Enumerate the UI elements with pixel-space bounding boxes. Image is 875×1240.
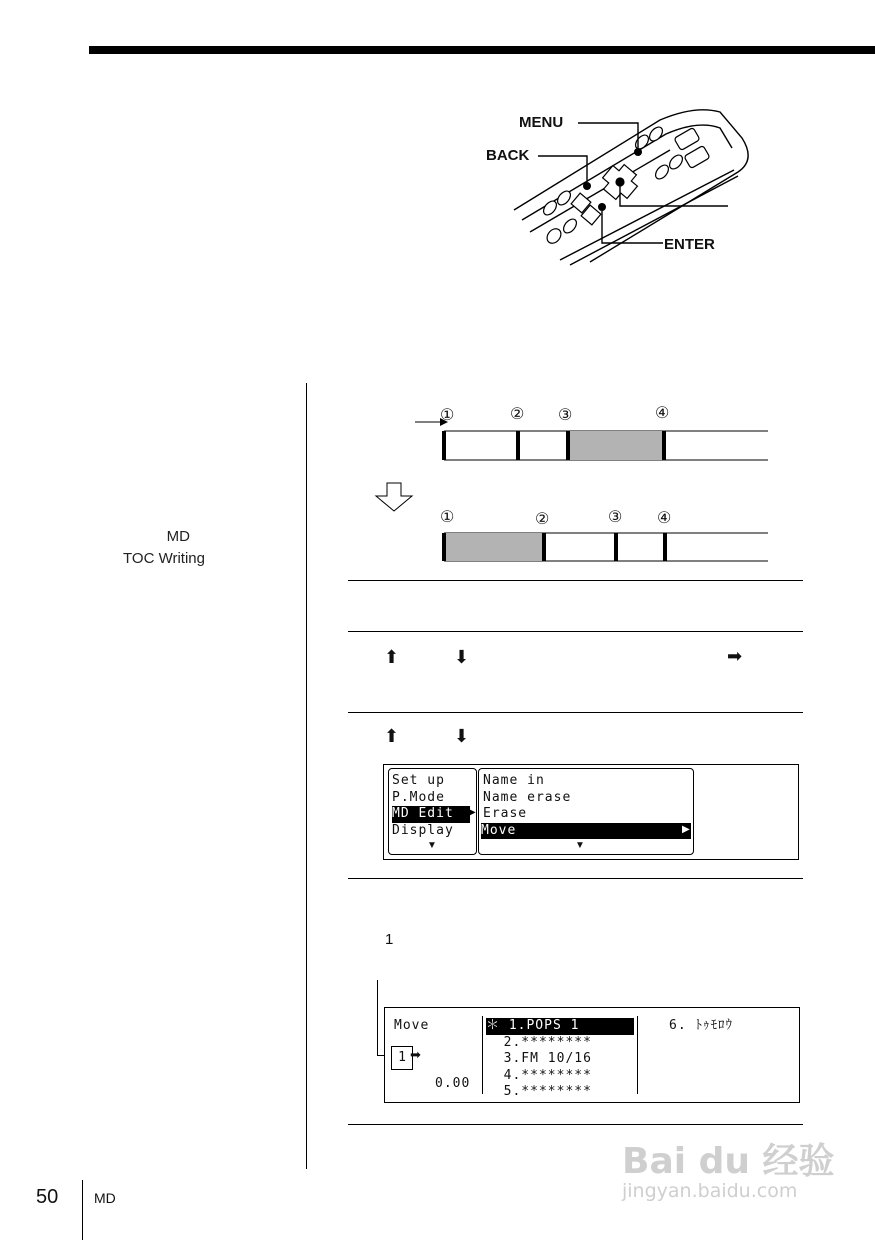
move-list-item-2: 3.FM 10/16 bbox=[486, 1051, 592, 1066]
submenu-pointer-icon: ▶ bbox=[682, 824, 690, 835]
submenu-pointer-icon: ▶ bbox=[468, 807, 476, 818]
move-list-item-1: 2.******** bbox=[486, 1034, 592, 1050]
marker-before-1: ① bbox=[440, 407, 455, 424]
move-list-item-4: 5.******** bbox=[486, 1084, 592, 1099]
step-rule-5 bbox=[348, 1124, 803, 1125]
up-arrow-icon: ⬆ bbox=[384, 726, 400, 746]
scroll-down-icon: ▼ bbox=[427, 840, 437, 851]
move-time: 0.00 bbox=[435, 1076, 471, 1091]
move-list-item-3: 4.******** bbox=[486, 1067, 592, 1083]
step-rule-1 bbox=[348, 580, 803, 581]
enter-label: ENTER bbox=[664, 236, 715, 253]
marker-after-4: ④ bbox=[657, 510, 672, 527]
scroll-down-icon: ▼ bbox=[575, 840, 585, 851]
up-arrow-icon: ⬆ bbox=[384, 647, 400, 667]
sidebar-line-md: MD bbox=[166, 528, 190, 545]
menu-display bbox=[383, 764, 799, 860]
remote-control-illustration bbox=[470, 100, 770, 270]
move-title: Move bbox=[394, 1018, 430, 1033]
move-right-item: 6. ﾄｩﾓﾛｳ bbox=[669, 1018, 733, 1033]
marker-before-4: ④ bbox=[655, 405, 670, 422]
column-rule bbox=[306, 383, 307, 1169]
menu-left-item-3: Display bbox=[392, 822, 454, 838]
watermark-url: jingyan.baidu.com bbox=[622, 1180, 798, 1202]
right-arrow-icon: ➡ bbox=[727, 646, 743, 666]
sidebar-line-toc: TOC Writing bbox=[123, 550, 205, 567]
down-arrow-icon: ⬇ bbox=[454, 726, 470, 746]
callout-line-vertical bbox=[377, 980, 378, 1055]
back-label: BACK bbox=[486, 147, 530, 164]
menu-left-item-2-selected: MD Edit bbox=[392, 806, 470, 823]
menu-right-item-2: Erase bbox=[483, 806, 528, 821]
top-rule bbox=[89, 46, 875, 54]
footer-label: MD bbox=[94, 1190, 116, 1206]
step4-track-number: 1 bbox=[385, 931, 394, 948]
marker-after-1: ① bbox=[440, 509, 455, 526]
marker-before-3: ③ bbox=[558, 407, 573, 424]
menu-left-item-1: P.Mode bbox=[392, 789, 445, 805]
marker-after-2: ② bbox=[535, 511, 550, 528]
step-rule-4 bbox=[348, 878, 803, 879]
move-list-item-0-selected: ＊ 1.POPS 1 bbox=[486, 1018, 634, 1035]
track-number-box: 1 bbox=[391, 1046, 413, 1070]
before-track-bar bbox=[415, 418, 768, 460]
track-arrow-icon: ➡ bbox=[410, 1047, 421, 1062]
move-display bbox=[384, 1007, 800, 1103]
menu-left-panel bbox=[388, 768, 477, 855]
move-divider-right bbox=[637, 1016, 638, 1094]
menu-right-item-3-selected: Move bbox=[481, 823, 691, 840]
step-rule-3 bbox=[348, 712, 803, 713]
watermark-logo: Bai du 经验 bbox=[622, 1141, 835, 1182]
menu-label: MENU bbox=[519, 114, 564, 131]
marker-after-3: ③ bbox=[608, 509, 623, 526]
menu-right-item-1: Name erase bbox=[483, 789, 572, 805]
after-track-bar bbox=[442, 533, 768, 561]
footer-rule bbox=[82, 1180, 83, 1240]
menu-right-panel bbox=[478, 768, 694, 855]
menu-left-item-0: Set up bbox=[392, 773, 445, 788]
page-number: 50 bbox=[36, 1186, 59, 1208]
marker-before-2: ② bbox=[510, 406, 525, 423]
step-rule-2 bbox=[348, 631, 803, 632]
menu-right-item-0: Name in bbox=[483, 773, 545, 788]
down-arrow-icon: ⬇ bbox=[454, 647, 470, 667]
move-divider-left bbox=[482, 1016, 483, 1094]
down-arrow-icon bbox=[376, 483, 412, 511]
track-move-diagram bbox=[360, 400, 790, 570]
